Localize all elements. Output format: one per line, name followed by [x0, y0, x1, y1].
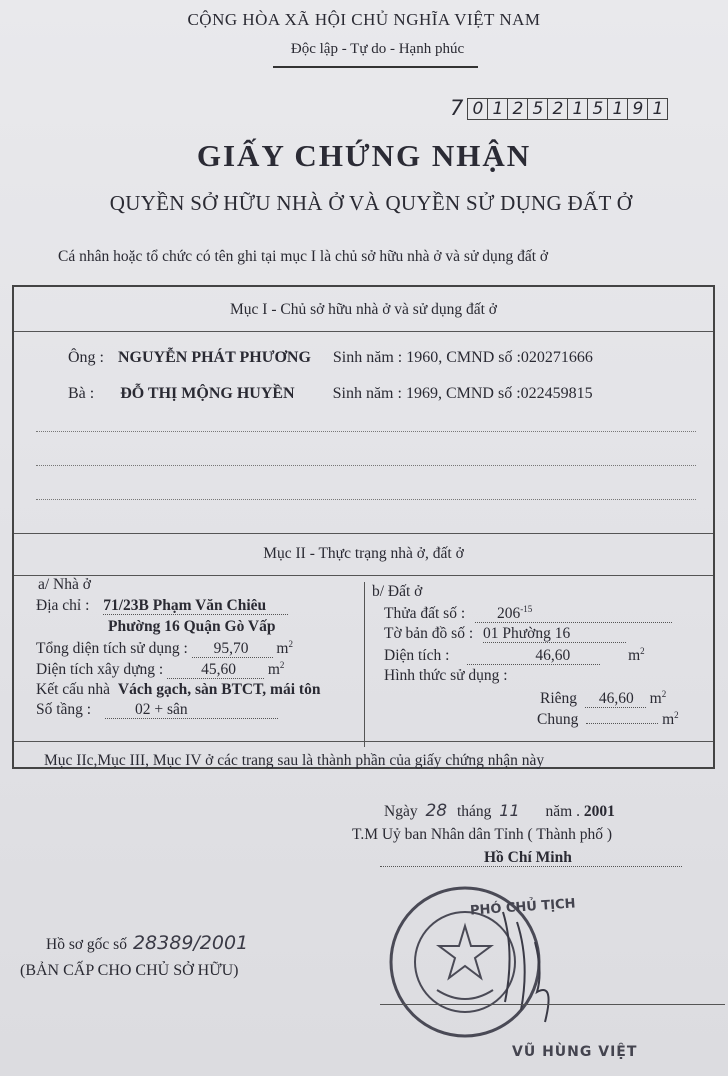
- owner-prefix: Ông :: [68, 349, 104, 366]
- record-row: [46, 932, 248, 954]
- private-label: Riêng: [540, 690, 578, 708]
- address-line2-row: [108, 618, 275, 636]
- unit: m: [267, 661, 280, 679]
- authority: T.M Uỷ ban Nhân dân Tỉnh ( Thành phố ): [352, 826, 613, 843]
- total-area-label: Tổng diện tích sử dụng :: [36, 640, 188, 658]
- usage-label: Hình thức sử dụng :: [384, 667, 508, 684]
- day-label: Ngày: [384, 803, 418, 820]
- total-area: 95,70: [192, 640, 273, 658]
- serial-prefix: 7: [450, 96, 464, 120]
- land-area-label: Diện tích :: [384, 647, 450, 665]
- plot-value: [475, 605, 672, 623]
- common-area: [586, 711, 658, 724]
- month-label: tháng: [456, 803, 492, 820]
- motto: Độc lập - Tự do - Hạnh phúc: [290, 41, 465, 57]
- serial-digit: 1: [648, 98, 668, 120]
- blank-row: [36, 431, 696, 432]
- unit-sup: 2: [640, 646, 645, 656]
- build-area-label: Diện tích xây dựng :: [36, 661, 164, 679]
- owner-prefix: Bà :: [68, 385, 95, 402]
- plot-number: 206: [497, 605, 521, 623]
- id-label: CMND số :: [445, 385, 521, 402]
- serial-digit: 1: [568, 98, 588, 120]
- column-divider: [364, 582, 365, 747]
- address-row: [36, 597, 288, 615]
- unit-sup: 2: [661, 689, 667, 699]
- map-row: [384, 625, 626, 643]
- structure: Vách gạch, sàn BTCT, mái tôn: [117, 681, 321, 698]
- city: Hồ Chí Minh: [380, 849, 682, 867]
- birth-year: 1960,: [406, 349, 443, 366]
- serial-digit: 1: [608, 98, 628, 120]
- owner-row: [68, 385, 593, 403]
- build-area: 45,60: [167, 661, 264, 679]
- house-heading: a/ Nhà ở: [38, 576, 91, 593]
- total-area-row: [36, 639, 293, 658]
- serial-digit: 0: [467, 98, 488, 120]
- divider: [14, 575, 713, 576]
- unit-sup: 2: [288, 639, 293, 649]
- divider: [14, 533, 713, 534]
- copy-note: (BẢN CẤP CHO CHỦ SỞ HỮU): [20, 962, 239, 979]
- private-row: [540, 689, 666, 708]
- private-area: 46,60: [585, 690, 646, 708]
- floors-row: [36, 701, 278, 719]
- unit: m: [662, 711, 675, 729]
- structure-row: [36, 681, 320, 699]
- city-row: [380, 849, 682, 867]
- birth-label: Sinh năm :: [332, 385, 402, 402]
- map-number: 01 Phường 16: [483, 625, 626, 643]
- certificate-subtitle: QUYỀN SỞ HỮU NHÀ Ở VÀ QUYỀN SỬ DỤNG ĐẤT Ở: [109, 191, 633, 215]
- day: 28: [425, 801, 448, 821]
- signature-line: [380, 1004, 725, 1005]
- motto-underline: [273, 66, 478, 68]
- stamp-title: PHÓ CHỦ TỊCH: [469, 896, 577, 919]
- floors: 02 + sân: [105, 701, 278, 719]
- land-heading: b/ Đất ở: [372, 583, 423, 600]
- record-label: Hồ sơ gốc số: [46, 936, 127, 953]
- address-line1: 71/23B Phạm Văn Chiêu: [103, 597, 288, 615]
- divider: [14, 331, 713, 332]
- id-number: 020271666: [520, 349, 593, 366]
- build-area-row: [36, 660, 284, 679]
- plot-label: Thửa đất số :: [384, 605, 466, 623]
- certificate-title: GIẤY CHỨNG NHẬN: [196, 138, 532, 173]
- structure-label: Kết cấu nhà: [36, 681, 111, 698]
- serial-digit: 1: [488, 98, 508, 120]
- serial-number: [450, 96, 668, 120]
- birth-label: Sinh năm :: [332, 349, 403, 366]
- signer-name: VŨ HÙNG VIỆT: [512, 1044, 638, 1060]
- year: 2001: [583, 803, 615, 820]
- land-area: 46,60: [467, 647, 600, 665]
- plot-row: [384, 604, 672, 623]
- address-label: Địa chỉ :: [36, 597, 90, 614]
- serial-digit: 2: [548, 98, 568, 120]
- divider: [14, 741, 713, 742]
- section2-title: Mục II - Thực trạng nhà ở, đất ở: [263, 545, 464, 562]
- floors-label: Số tầng :: [36, 701, 92, 718]
- common-label: Chung: [537, 711, 579, 729]
- id-label: CMND số :: [446, 349, 521, 366]
- footer-note: Mục IIc,Mục III, Mục IV ở các trang sau là thành phần của giấy chứng nhận này: [44, 752, 545, 769]
- intro-text: Cá nhân hoặc tổ chức có tên ghi tại mục I là chủ sở hữu nhà ở và sử dụng đất ở: [58, 248, 549, 265]
- blank-row: [36, 499, 696, 500]
- country-header: CỘNG HÒA XÃ HỘI CHỦ NGHĨA VIỆT NAM: [187, 10, 541, 29]
- owner-name: NGUYỄN PHÁT PHƯƠNG: [118, 349, 311, 366]
- year-label: năm .: [545, 803, 580, 820]
- unit-sup: 2: [674, 710, 679, 720]
- blank-row: [36, 465, 696, 466]
- section1-title: Mục I - Chủ sở hữu nhà ở và sử dụng đất ở: [230, 301, 497, 318]
- unit: m: [649, 690, 662, 708]
- serial-digit: 9: [628, 98, 648, 120]
- unit: m: [276, 640, 289, 658]
- serial-digit: 5: [528, 98, 548, 120]
- common-row: [537, 710, 679, 729]
- serial-digit: 2: [508, 98, 528, 120]
- unit: m: [628, 647, 641, 665]
- serial-digit: 5: [588, 98, 608, 120]
- id-number: 022459815: [520, 385, 593, 402]
- plot-sup: -15: [520, 604, 533, 614]
- owner-row: [68, 349, 593, 367]
- address-line2: Phường 16 Quận Gò Vấp: [108, 618, 276, 635]
- owner-name: ĐỖ THỊ MỘNG HUYỀN: [120, 385, 295, 402]
- land-area-row: [384, 646, 645, 665]
- birth-year: 1969,: [405, 385, 442, 402]
- map-label: Tờ bản đồ số :: [384, 625, 474, 642]
- unit-sup: 2: [279, 660, 285, 670]
- month: 11: [499, 801, 520, 820]
- date-row: [384, 801, 615, 821]
- record-number: 28389/2001: [132, 932, 249, 954]
